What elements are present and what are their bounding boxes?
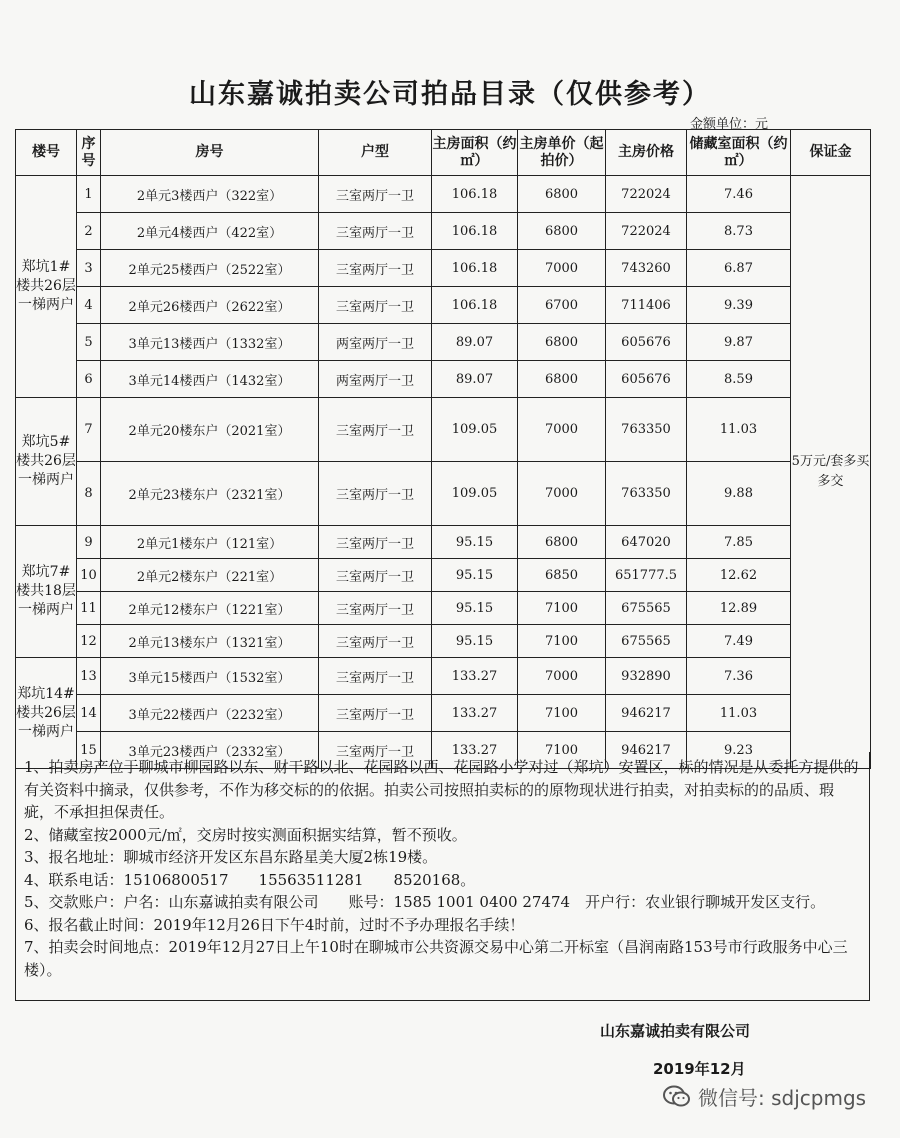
layout-cell: 两室两厅一卫 xyxy=(319,324,432,361)
room-cell: 3单元13楼西户（1332室） xyxy=(101,324,319,361)
seq-cell: 6 xyxy=(77,361,101,398)
seq-cell: 2 xyxy=(77,213,101,250)
header-area: 主房面积（约㎡） xyxy=(432,130,518,176)
total-cell: 722024 xyxy=(606,213,687,250)
layout-cell: 三室两厅一卫 xyxy=(319,462,432,526)
storage-cell: 9.23 xyxy=(687,732,791,769)
table-row xyxy=(16,361,871,398)
building-cell: 郑坑7#楼共18层一梯两户 xyxy=(16,526,77,658)
header-seq: 序号 xyxy=(77,130,101,176)
seq-cell: 7 xyxy=(77,398,101,462)
layout-cell: 三室两厅一卫 xyxy=(319,287,432,324)
layout-cell: 两室两厅一卫 xyxy=(319,361,432,398)
price-cell: 7000 xyxy=(518,250,606,287)
layout-cell: 三室两厅一卫 xyxy=(319,559,432,592)
table-row xyxy=(16,592,871,625)
storage-cell: 9.87 xyxy=(687,324,791,361)
note-item: 2、储藏室按2000元/㎡，交房时按实测面积据实结算，暂不预收。 xyxy=(24,825,467,844)
room-cell: 3单元15楼西户（1532室） xyxy=(101,658,319,695)
seq-cell: 8 xyxy=(77,462,101,526)
area-cell: 106.18 xyxy=(432,176,518,213)
area-cell: 106.18 xyxy=(432,287,518,324)
layout-cell: 三室两厅一卫 xyxy=(319,625,432,658)
total-cell: 743260 xyxy=(606,250,687,287)
total-cell: 675565 xyxy=(606,625,687,658)
seq-cell: 15 xyxy=(77,732,101,769)
room-cell: 3单元22楼西户（2232室） xyxy=(101,695,319,732)
note-item: 4、联系电话：15106800517 15563511281 8520168。 xyxy=(24,870,476,889)
total-cell: 605676 xyxy=(606,361,687,398)
seq-cell: 13 xyxy=(77,658,101,695)
total-cell: 932890 xyxy=(606,658,687,695)
total-cell: 675565 xyxy=(606,592,687,625)
room-cell: 2单元1楼东户（121室） xyxy=(101,526,319,559)
header-storage: 储藏室面积（约㎡） xyxy=(687,130,791,176)
price-cell: 7100 xyxy=(518,625,606,658)
building-cell: 郑坑14#楼共26层一梯两户 xyxy=(16,658,77,769)
table-row xyxy=(16,658,871,695)
wechat-icon xyxy=(662,1084,692,1110)
total-cell: 946217 xyxy=(606,695,687,732)
storage-cell: 12.89 xyxy=(687,592,791,625)
note-item: 5、交款账户：户名：山东嘉诚拍卖有限公司 账号：1585 1001 0400 27474 开户行：农业银行聊城开发区支行。 xyxy=(24,893,826,911)
seq-cell: 12 xyxy=(77,625,101,658)
page-title: 山东嘉诚拍卖公司拍品目录（仅供参考） xyxy=(189,79,711,110)
storage-cell: 7.85 xyxy=(687,526,791,559)
area-cell: 109.05 xyxy=(432,462,518,526)
seq-cell: 14 xyxy=(77,695,101,732)
price-cell: 6800 xyxy=(518,526,606,559)
total-cell: 647020 xyxy=(606,526,687,559)
seq-cell: 5 xyxy=(77,324,101,361)
room-cell: 2单元26楼西户（2622室） xyxy=(101,287,319,324)
notes-box xyxy=(15,752,870,1001)
auction-table xyxy=(15,129,871,769)
layout-cell: 三室两厅一卫 xyxy=(319,732,432,769)
seq-cell: 4 xyxy=(77,287,101,324)
table-header-row xyxy=(16,130,871,176)
storage-cell: 6.87 xyxy=(687,250,791,287)
header-building: 楼号 xyxy=(16,130,77,176)
header-total: 主房价格 xyxy=(606,130,687,176)
layout-cell: 三室两厅一卫 xyxy=(319,250,432,287)
room-cell: 2单元4楼西户（422室） xyxy=(101,213,319,250)
note-item: 7、拍卖会时间地点：2019年12月27日上午10时在聊城市公共资源交易中心第二开标室（昌润南路153号市行政服务中心三楼）。 xyxy=(24,938,848,979)
room-cell: 3单元14楼西户（1432室） xyxy=(101,361,319,398)
table-row xyxy=(16,559,871,592)
storage-cell: 9.88 xyxy=(687,462,791,526)
price-cell: 6800 xyxy=(518,213,606,250)
area-cell: 89.07 xyxy=(432,361,518,398)
seq-cell: 3 xyxy=(77,250,101,287)
price-cell: 7000 xyxy=(518,398,606,462)
area-cell: 95.15 xyxy=(432,526,518,559)
layout-cell: 三室两厅一卫 xyxy=(319,658,432,695)
room-cell: 3单元23楼西户（2332室） xyxy=(101,732,319,769)
signature-date: 2019年12月 xyxy=(653,1060,746,1078)
room-cell: 2单元20楼东户（2021室） xyxy=(101,398,319,462)
price-cell: 6800 xyxy=(518,361,606,398)
price-cell: 7100 xyxy=(518,732,606,769)
total-cell: 946217 xyxy=(606,732,687,769)
layout-cell: 三室两厅一卫 xyxy=(319,526,432,559)
table-row xyxy=(16,625,871,658)
area-cell: 109.05 xyxy=(432,398,518,462)
table-row xyxy=(16,250,871,287)
seq-cell: 10 xyxy=(77,559,101,592)
storage-cell: 8.73 xyxy=(687,213,791,250)
area-cell: 133.27 xyxy=(432,732,518,769)
header-deposit: 保证金 xyxy=(791,130,871,176)
storage-cell: 7.49 xyxy=(687,625,791,658)
layout-cell: 三室两厅一卫 xyxy=(319,213,432,250)
table-row xyxy=(16,462,871,526)
price-cell: 6800 xyxy=(518,324,606,361)
building-cell: 郑坑5#楼共26层一梯两户 xyxy=(16,398,77,526)
total-cell: 605676 xyxy=(606,324,687,361)
watermark xyxy=(662,1082,866,1111)
layout-cell: 三室两厅一卫 xyxy=(319,592,432,625)
header-room: 房号 xyxy=(101,130,319,176)
room-cell: 2单元25楼西户（2522室） xyxy=(101,250,319,287)
total-cell: 651777.5 xyxy=(606,559,687,592)
signature-company: 山东嘉诚拍卖有限公司 xyxy=(600,1022,751,1040)
price-cell: 7100 xyxy=(518,695,606,732)
room-cell: 2单元2楼东户（221室） xyxy=(101,559,319,592)
total-cell: 711406 xyxy=(606,287,687,324)
table-row xyxy=(16,176,871,213)
price-cell: 7100 xyxy=(518,592,606,625)
room-cell: 2单元23楼东户（2321室） xyxy=(101,462,319,526)
storage-cell: 7.36 xyxy=(687,658,791,695)
note-item: 1、拍卖房产位于聊城市柳园路以东、财干路以北、花园路以西、花园路小学对过（郑坑）安置区，标的情况是从委托方提供的有关资料中摘录，仅供参考，不作为移交标的的依据。拍卖公司按照拍卖标的的原物现状进行拍卖，对拍卖标的的品质、瑕疵，不承担担保责任。 xyxy=(24,758,859,821)
header-price: 主房单价（起拍价） xyxy=(518,130,606,176)
area-cell: 106.18 xyxy=(432,213,518,250)
note-item: 3、报名地址：聊城市经济开发区东昌东路星美大厦2栋19楼。 xyxy=(24,848,438,866)
table-row xyxy=(16,526,871,559)
total-cell: 763350 xyxy=(606,462,687,526)
area-cell: 133.27 xyxy=(432,695,518,732)
storage-cell: 11.03 xyxy=(687,398,791,462)
price-cell: 6850 xyxy=(518,559,606,592)
total-cell: 722024 xyxy=(606,176,687,213)
room-cell: 2单元12楼东户（1221室） xyxy=(101,592,319,625)
storage-cell: 11.03 xyxy=(687,695,791,732)
area-cell: 95.15 xyxy=(432,625,518,658)
storage-cell: 7.46 xyxy=(687,176,791,213)
price-cell: 6700 xyxy=(518,287,606,324)
seq-cell: 9 xyxy=(77,526,101,559)
room-cell: 2单元3楼西户（322室） xyxy=(101,176,319,213)
currency-unit: 金额单位：元 xyxy=(690,117,769,132)
table-row xyxy=(16,695,871,732)
area-cell: 133.27 xyxy=(432,658,518,695)
area-cell: 95.15 xyxy=(432,592,518,625)
table-row xyxy=(16,287,871,324)
storage-cell: 12.62 xyxy=(687,559,791,592)
layout-cell: 三室两厅一卫 xyxy=(319,398,432,462)
layout-cell: 三室两厅一卫 xyxy=(319,695,432,732)
seq-cell: 11 xyxy=(77,592,101,625)
price-cell: 7000 xyxy=(518,462,606,526)
storage-cell: 9.39 xyxy=(687,287,791,324)
table-row xyxy=(16,398,871,462)
room-cell: 2单元13楼东户（1321室） xyxy=(101,625,319,658)
table-row xyxy=(16,324,871,361)
building-cell: 郑坑1#楼共26层一梯两户 xyxy=(16,176,77,398)
storage-cell: 8.59 xyxy=(687,361,791,398)
header-layout: 户型 xyxy=(319,130,432,176)
area-cell: 95.15 xyxy=(432,559,518,592)
price-cell: 7000 xyxy=(518,658,606,695)
total-cell: 763350 xyxy=(606,398,687,462)
area-cell: 89.07 xyxy=(432,324,518,361)
layout-cell: 三室两厅一卫 xyxy=(319,176,432,213)
note-item: 6、报名截止时间：2019年12月26日下午4时前，过时不予办理报名手续！ xyxy=(24,915,525,934)
price-cell: 6800 xyxy=(518,176,606,213)
deposit-cell: 5万元/套多买多交 xyxy=(791,176,871,769)
watermark-text: 微信号: sdjcpmgs xyxy=(698,1086,867,1110)
area-cell: 106.18 xyxy=(432,250,518,287)
seq-cell: 1 xyxy=(77,176,101,213)
table-row xyxy=(16,213,871,250)
